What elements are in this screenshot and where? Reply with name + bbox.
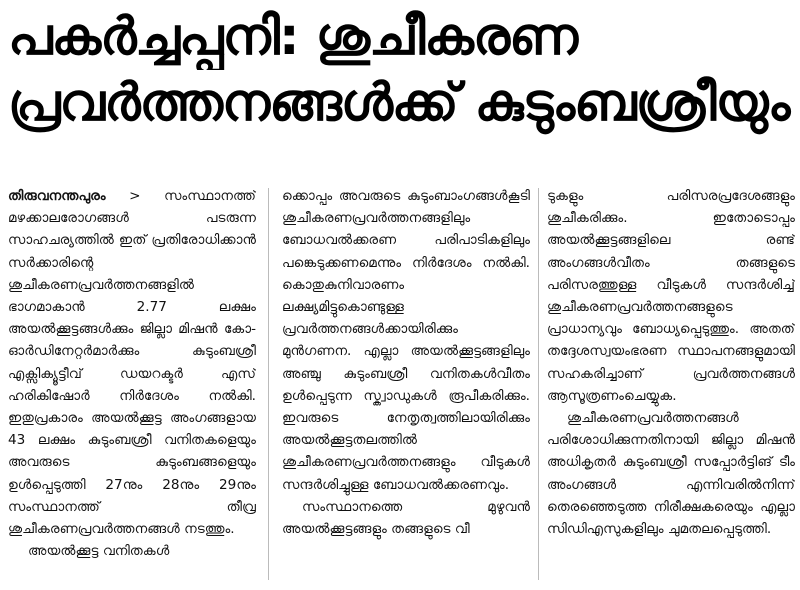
headline-line-2: പ്രവർത്തനങ്ങൾക്ക് കുടുംബശ്രീയും: [8, 73, 790, 133]
bottom-edge: [8, 578, 258, 590]
dateline: തിരുവനന്തപുരം: [8, 188, 106, 204]
article-column-1: [8, 185, 256, 585]
headline: [8, 4, 792, 136]
headline-line-1: പകർച്ചപ്പനി: ശുചീകരണ: [8, 7, 578, 67]
column-divider: [268, 188, 269, 580]
article-column-3: [547, 185, 795, 585]
paragraph: അയൽക്കൂട്ട വനിതകൾ: [28, 543, 170, 560]
paragraph: സംസ്ഥാനത്തെ മുഴുവൻ അയൽക്കൂട്ടങ്ങളും തങ്ങളുടെ വീ: [282, 498, 530, 538]
paragraph: [8, 185, 256, 540]
paragraph: ക്കൊപ്പം അവരുടെ കുടുംബാംഗങ്ങൾകൂടി ശുചീകരണപ്രവർത്തനങ്ങളിലും ബോധവൽക്കരണ പരിപാടികളിലും പങ്കെടുക്കണമെന്നും നിർദേശം നൽകി. കൊതുകുനിവാരണം ലക്ഷ്യമിട്ടുകൊണ്ടുള്ള പ്രവർത്തനങ്ങൾക്കായിരിക്കും മുൻഗണന. എല്ലാ അയൽക്കൂട്ടങ്ങളിലും അഞ്ചു കുടുംബശ്രീ വനിതകൾവീതം ഉൾപ്പെടുന്ന സ്ക്വാഡുകൾ രൂപീകരിക്കും. ഇവരുടെ നേതൃത്വത്തിലായിരിക്കും അയൽക്കൂട്ടതലത്തിൽ ശുചീകരണപ്രവർത്തനങ്ങളും വീടുകൾ സന്ദർശിച്ചുള്ള ബോധവൽക്കരണവും.: [282, 188, 530, 493]
paragraph: ശുചീകരണപ്രവർത്തനങ്ങൾ പരിശോധിക്കുന്നതിനായി ജില്ലാ മിഷൻ അധികൃതർ കുടുംബശ്രീ സപ്പോർട്ടിങ് ടീം അംഗങ്ങൾ എന്നിവരിൽനിന്ന് തെരഞ്ഞെടുത്ത നിരീക്ഷകരെയും എല്ലാ സിഡിഎസുകളിലും ചുമതലപ്പെടുത്തി.: [547, 410, 795, 538]
article-column-2: [282, 185, 530, 585]
column-divider: [538, 188, 539, 580]
paragraph: ടുകളും പരിസരപ്രദേശങ്ങളും ശുചീകരിക്കും. ഇതോടൊപ്പം അയൽക്കൂട്ടങ്ങളിലെ രണ്ട് അംഗങ്ങൾവീതം തങ്ങളുടെ പരിസരത്തുള്ള വീടുകൾ സന്ദർശിച്ച് ശുചീകരണപ്രവർത്തനങ്ങളുടെ പ്രാധാന്യവും ബോധ്യപ്പെടുത്തും. അതത് തദ്ദേശസ്വയംഭരണ സ്ഥാപനങ്ങളുമായി സഹകരിച്ചാണ് പ്രവർത്തനങ്ങൾ ആസൂത്രണംചെയ്യുക.: [547, 188, 795, 404]
paragraph-text: > സംസ്ഥാനത്ത് മഴക്കാലരോഗങ്ങൾ പടരുന്ന സാഹചര്യത്തിൽ ഇത് പ്രതിരോധിക്കാൻ സർക്കാരിന്റെ ശുചീകരണപ്രവർത്തനങ്ങളിൽ ഭാഗമാകാൻ 2.77 ലക്ഷം അയൽക്കൂട്ടങ്ങൾക്കും ജില്ലാ മിഷൻ കോ-ഓർഡിനേറ്റർമാർക്കും കുടുംബശ്രീ എക്സിക്യൂട്ടീവ് ഡയറക്ടർ എസ് ഹരികിഷോർ നിർദേശം നൽകി. ഇതുപ്രകാരം അയൽക്കൂട്ട അംഗങ്ങളായ 43 ലക്ഷം കുടുംബശ്രീ വനിതകളെയും അവരുടെ കുടുംബങ്ങളെയും ഉൾപ്പെടുത്തി 27നും 28നും 29നും സംസ്ഥാനത്ത് തീവ്ര ശുചീകരണപ്രവർത്തനങ്ങൾ നടത്തും.: [8, 188, 256, 538]
